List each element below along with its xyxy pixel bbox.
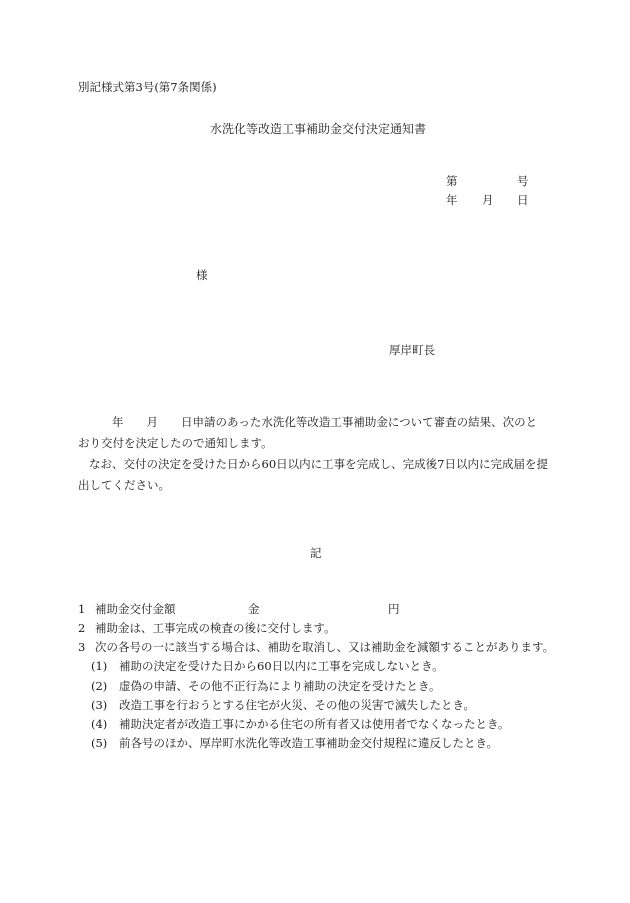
addressee-suffix: 様	[196, 268, 208, 282]
item-2-number: 2	[78, 621, 86, 635]
item-3-number: 3	[78, 640, 86, 654]
item-3	[78, 640, 555, 654]
sub-item-5	[91, 736, 499, 750]
form-code: 別記様式第3号(第7条関係)	[78, 80, 217, 94]
sub-item-2-number: (2)	[91, 679, 108, 693]
sub-item-1-text: 補助の決定を受けた日から60日以内に工事を完成しないとき。	[119, 659, 444, 673]
item-1-label: 補助金交付金額	[95, 602, 176, 616]
item-3-text: 次の各号の一に該当する場合は、補助を取消し、又は補助金を減額することがあります。	[95, 640, 555, 654]
sub-item-3	[91, 698, 476, 712]
sub-item-2	[91, 679, 441, 693]
item-1-number: 1	[78, 602, 86, 616]
number-go: 号	[517, 174, 529, 188]
body-paragraph	[78, 412, 556, 496]
body-line-3: なお、交付の決定を受けた日から60日以内に工事を完成し、完成後7日以内に完成届を提	[89, 457, 548, 471]
item-1-en: 円	[388, 602, 400, 616]
item-2-text: 補助金は、工事完成の検査の後に交付します。	[95, 621, 336, 635]
sub-item-1-number: (1)	[91, 659, 108, 673]
sub-item-1	[91, 659, 444, 673]
sub-item-3-text: 改造工事を行おうとする住宅が火災、その他の災害で滅失したとき。	[119, 698, 476, 712]
sub-item-4-number: (4)	[91, 717, 108, 731]
body-line-4: 出してください。	[78, 478, 170, 492]
body-line-2: おり交付を決定したので通知します。	[78, 436, 273, 450]
ki-heading: 記	[310, 546, 322, 560]
body-line-1: 年 月 日申請のあった水洗化等改造工事補助金について審査の結果、次のと	[112, 415, 538, 429]
sender-name: 厚岸町長	[389, 343, 435, 357]
sub-item-5-text: 前各号のほか、厚岸町水洗化等改造工事補助金交付規程に違反したとき。	[119, 736, 499, 750]
sub-item-4-text: 補助決定者が改造工事にかかる住宅の所有者又は使用者でなくなったとき。	[119, 717, 510, 731]
date-year: 年	[446, 193, 458, 207]
sub-item-4	[91, 717, 510, 731]
item-1	[78, 602, 400, 616]
sub-item-3-number: (3)	[91, 698, 108, 712]
item-1-kin: 金	[248, 602, 260, 616]
date-month: 月	[482, 193, 494, 207]
item-2	[78, 621, 336, 635]
sub-item-2-text: 虚偽の申請、その他不正行為により補助の決定を受けたとき。	[119, 679, 441, 693]
sub-item-5-number: (5)	[91, 736, 108, 750]
date-day: 日	[517, 193, 529, 207]
document-title: 水洗化等改造工事補助金交付決定通知書	[210, 122, 427, 136]
number-dai: 第	[446, 174, 458, 188]
